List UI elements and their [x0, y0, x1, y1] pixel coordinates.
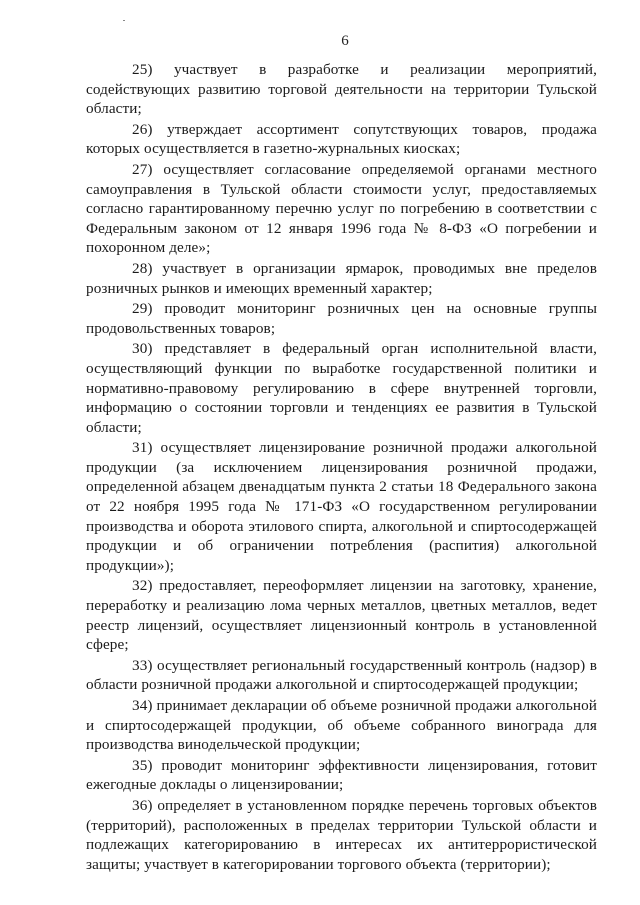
list-item-30: 30) представляет в федеральный орган исполнительной власти, осуществляющий функции по выработке государственной политики и нормативно-правовому регулированию в сфере внутренней торговли, информацию о состоянии торговли и тенденциях ее развития в Тульской области; — [86, 340, 597, 436]
scan-artifact — [123, 20, 125, 21]
page-number: 6 — [341, 33, 349, 49]
list-item-34: 34) принимает декларации об объеме розничной продажи алкогольной и спиртосодержащей продукции, об объеме собранного винограда для производства винодельческой продукции; — [86, 697, 597, 754]
list-item-33: 33) осуществляет региональный государственный контроль (надзор) в области розничной продажи алкогольной и спиртосодержащей продукции; — [86, 656, 597, 694]
list-item-26: 26) утверждает ассортимент сопутствующих товаров, продажа которых осуществляется в газетно-журнальных киосках; — [86, 120, 597, 158]
list-item-36: 36) определяет в установленном порядке перечень торговых объектов (территорий), расположенных в пределах территории Тульской области и подлежащих категорированию в интересах их антитеррористической защиты; участвует в категорировании торгового объекта (территории); — [86, 796, 597, 873]
list-item-28: 28) участвует в организации ярмарок, проводимых вне пределов розничных рынков и имеющих временный характер; — [86, 259, 597, 297]
list-item-27: 27) осуществляет согласование определяемой органами местного самоуправления в Тульской области стоимости услуг, предоставляемых согласно гарантированному перечню услуг по погребению в соответствии с Федеральным законом от 12 января 1996 года № 8-ФЗ «О погребении и похоронном деле»; — [86, 160, 597, 257]
document-body — [86, 60, 597, 875]
list-item-31: 31) осуществляет лицензирование розничной продажи алкогольной продукции (за исключением лицензирования розничной продажи, определенной абзацем двенадцатым пункта 2 статьи 18 Федерального закона от 22 ноября 1995 года № 171-ФЗ «О государственном регулировании производства и оборота этилового спирта, алкогольной и спиртосодержащей продукции и об ограничении потребления (распития) алкогольной продукции»); — [86, 439, 597, 574]
list-item-32: 32) предоставляет, переоформляет лицензии на заготовку, хранение, переработку и реализацию лома черных металлов, цветных металлов, ведет реестр лицензий, осуществляет лицензионный контроль в установленной сфере; — [86, 577, 597, 654]
list-item-25: 25) участвует в разработке и реализации мероприятий, содействующих развитию торговой деятельности на территории Тульской области; — [86, 61, 597, 118]
list-item-35: 35) проводит мониторинг эффективности лицензирования, готовит ежегодные доклады о лицензировании; — [86, 756, 597, 794]
list-item-29: 29) проводит мониторинг розничных цен на основные группы продовольственных товаров; — [86, 300, 597, 337]
